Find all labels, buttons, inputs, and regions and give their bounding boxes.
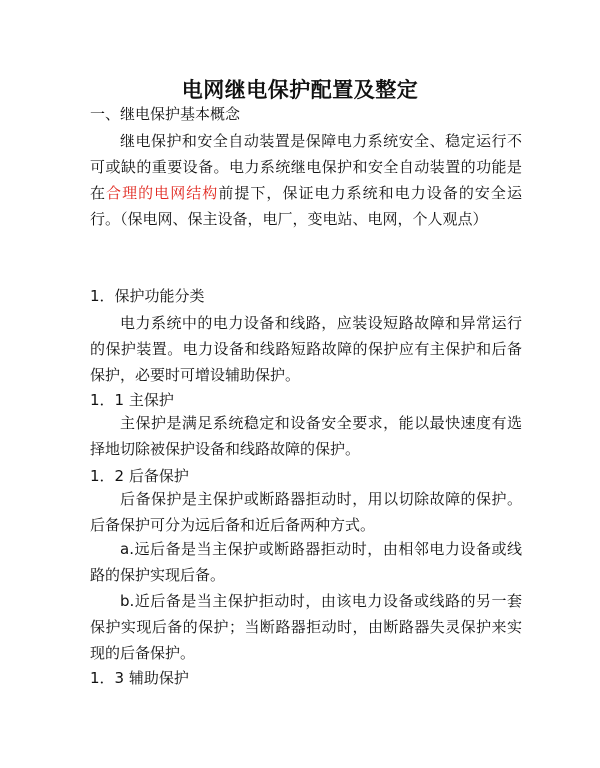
heading-backup-protection: 1．2 后备保护 <box>90 467 189 485</box>
paragraph-text: 前提下，保证电力系统和电力设备的安全运行。（保电网、保主设备，电厂，变电站、电网，个人观点） <box>90 184 522 228</box>
document-title: 电网继电保护配置及整定 <box>181 78 419 102</box>
paragraph-protection-classification: 电力系统中的电力设备和线路，应装设短路故障和异常运行的保护装置。电力设备和线路短路故障的保护应有主保护和后备保护，必要时可增设辅助保护。 <box>90 314 522 384</box>
paragraph-backup-protection: 后备保护是主保护或断路器拒动时，用以切除故障的保护。后备保护可分为远后备和近后备两种方式。 <box>90 490 522 534</box>
heading-main-protection: 1．1 主保护 <box>90 391 174 409</box>
section-heading-basic-concepts: 一、继电保护基本概念 <box>90 105 241 123</box>
paragraph-local-backup: b.近后备是当主保护拒动时，由该电力设备或线路的另一套保护实现后备的保护；当断路器拒动时，由断路器失灵保护来实现的后备保护。 <box>90 592 522 662</box>
heading-auxiliary-protection: 1．3 辅助保护 <box>90 669 189 687</box>
paragraph-remote-backup: a.远后备是当主保护或断路器拒动时，由相邻电力设备或线路的保护实现后备。 <box>90 540 522 584</box>
paragraph-basic-concepts <box>90 128 522 232</box>
highlighted-text: 合理的电网结构 <box>106 184 219 202</box>
heading-protection-classification: 1．保护功能分类 <box>90 287 205 305</box>
paragraph-main-protection: 主保护是满足系统稳定和设备安全要求，能以最快速度有选择地切除被保护设备和线路故障的保护。 <box>90 414 522 458</box>
paragraph-text: 继电保护和安全自动装置是保障电力系统安全、稳定运行不可或缺的重要设备。电力系统继电保护和安全自动装置的功能是在 <box>90 132 522 202</box>
